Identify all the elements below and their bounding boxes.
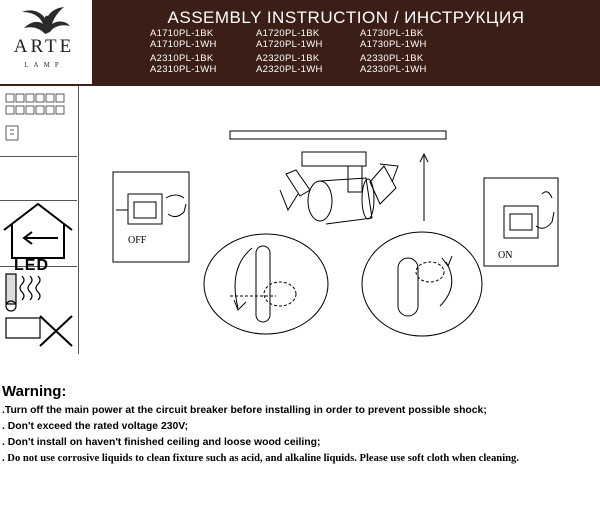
brand-subtitle: LAMP [24,61,64,69]
model-code: A1710PL-1BK [150,28,214,39]
model-code: A1720PL-1BK [256,28,320,39]
model-code: A1730PL-1WH [360,39,427,50]
off-switch-panel [113,172,189,262]
diagram-drawing [80,86,600,376]
rotate-icon [230,246,296,322]
spot-lamp [280,152,398,224]
power-switch-off-icon [116,194,186,224]
model-code: A2320PL-1BK [256,53,320,64]
warning-title: Warning: [2,383,67,400]
rotate-icon [398,256,452,316]
on-switch-panel [484,178,558,266]
warning-line: . Don't install on haven't finished ceiling and loose wood ceiling; [2,437,321,448]
brand-name: ARTE [13,36,75,57]
griffin-logo-icon [10,4,80,40]
logo [0,0,88,84]
model-code: A2310PL-1WH [150,64,217,75]
bracket-detail-right [362,232,482,336]
symbol-column [0,86,79,354]
no-heat-surface-icon [0,266,77,354]
model-code: A2330PL-1WH [360,64,427,75]
model-code: A2310PL-1BK [150,53,214,64]
model-code: A1720PL-1WH [256,39,323,50]
warning-line: . Don't exceed the rated voltage 230V; [2,421,189,432]
model-code: A1730PL-1BK [360,28,424,39]
mounting-plate [230,131,446,139]
model-code: A2320PL-1WH [256,64,323,75]
certification-marks-icon [0,86,77,157]
bracket-detail-left [204,234,328,334]
model-code: A1710PL-1WH [150,39,217,50]
warning-line: .Turn off the main power at the circuit breaker before installing in order to prevent possible shock; [2,405,487,416]
led-icon [0,156,77,201]
warning-line: . Do not use corrosive liquids to clean fixture such as acid, and alkaline liquids. Please use soft cloth when cleaning. [2,453,519,464]
document-title: ASSEMBLY INSTRUCTION / ИНСТРУКЦИЯ [167,8,525,27]
assembly-diagram [80,86,600,376]
on-label: ON [498,250,513,261]
led-label: LED [14,257,49,274]
model-code: A2330PL-1BK [360,53,424,64]
off-label: OFF [128,235,147,246]
header [0,0,600,84]
power-switch-on-icon [504,192,554,238]
